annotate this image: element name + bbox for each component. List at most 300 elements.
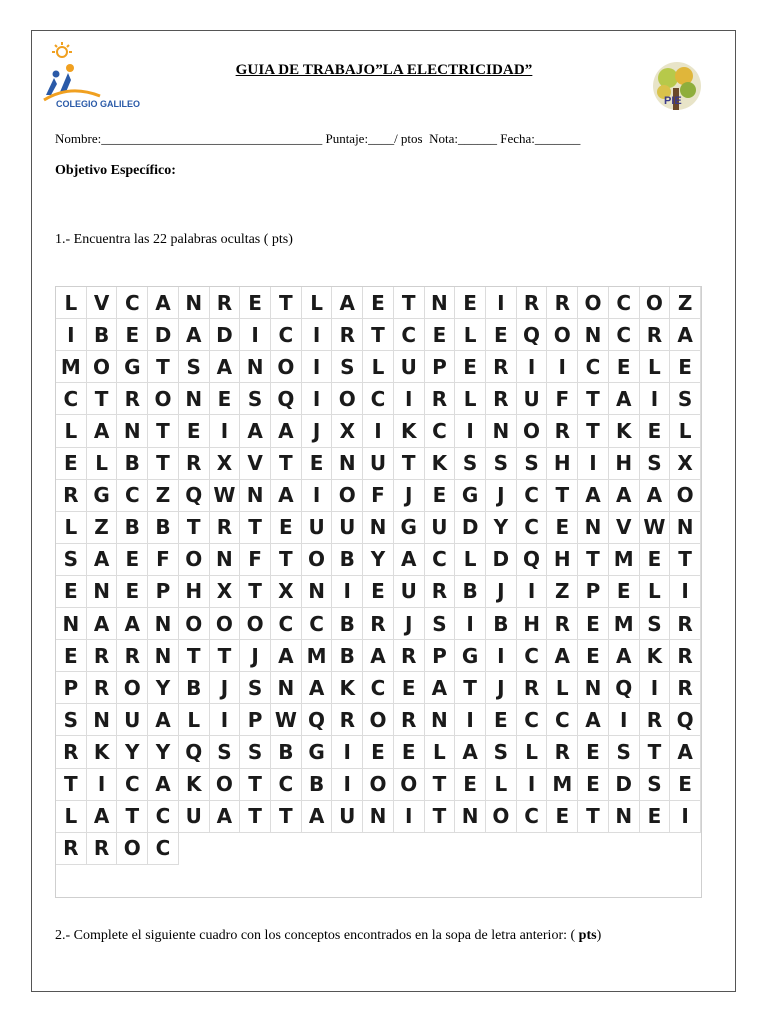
grid-cell: L <box>87 448 118 480</box>
grid-cell: I <box>210 704 241 736</box>
question-2-text: 2.- Complete el siguiente cuadro con los conceptos encontrados en la sopa de letra anterior: ( <box>55 928 576 943</box>
grid-cell: O <box>271 351 302 383</box>
grid-cell: N <box>117 415 148 447</box>
grid-cell: Q <box>179 736 210 768</box>
grid-cell: C <box>363 383 394 415</box>
grid-cell: K <box>640 640 671 672</box>
grid-cell: S <box>609 736 640 768</box>
grid-cell: P <box>240 704 271 736</box>
grid-cell: U <box>363 448 394 480</box>
grid-cell: E <box>455 287 486 319</box>
grid-cell: A <box>148 287 179 319</box>
grid-cell: S <box>56 704 87 736</box>
grid-cell: B <box>332 608 363 640</box>
grid-cell: T <box>179 640 210 672</box>
grid-cell: O <box>363 769 394 801</box>
grid-cell: G <box>455 640 486 672</box>
grid-cell: O <box>640 287 671 319</box>
grid-cell: X <box>210 448 241 480</box>
grid-cell: G <box>87 480 118 512</box>
grid-cell: R <box>517 287 548 319</box>
grid-cell: K <box>179 769 210 801</box>
grid-cell: H <box>179 576 210 608</box>
grid-cell: C <box>425 415 456 447</box>
grid-cell: S <box>240 736 271 768</box>
grid-cell: R <box>394 640 425 672</box>
grid-cell: I <box>640 672 671 704</box>
grid-cell: S <box>640 608 671 640</box>
grid-cell: P <box>578 576 609 608</box>
grid-cell: T <box>394 448 425 480</box>
grid-cell: R <box>210 287 241 319</box>
grid-cell: P <box>425 640 456 672</box>
grid-cell: V <box>609 512 640 544</box>
grid-cell: L <box>56 287 87 319</box>
grid-cell: Q <box>179 480 210 512</box>
grid-cell: A <box>547 640 578 672</box>
grid-cell: E <box>486 319 517 351</box>
grid-cell: I <box>394 383 425 415</box>
grid-cell: L <box>640 576 671 608</box>
grid-cell: E <box>271 512 302 544</box>
objective-heading: Objetivo Específico: <box>55 163 176 178</box>
grid-cell: C <box>517 801 548 833</box>
grid-cell: T <box>87 383 118 415</box>
grid-cell: O <box>179 608 210 640</box>
grid-cell: M <box>302 640 333 672</box>
grid-cell: L <box>56 415 87 447</box>
grid-cell: E <box>578 640 609 672</box>
pie-label: PIE <box>664 95 682 107</box>
grid-cell: C <box>609 287 640 319</box>
grid-cell: A <box>117 608 148 640</box>
grid-cell: B <box>271 736 302 768</box>
grid-cell: O <box>117 672 148 704</box>
grid-cell: I <box>332 736 363 768</box>
grid-cell: E <box>240 287 271 319</box>
grid-cell: I <box>609 704 640 736</box>
grid-cell: Q <box>609 672 640 704</box>
grid-cell: R <box>670 672 701 704</box>
grid-cell: L <box>455 383 486 415</box>
grid-cell: A <box>578 704 609 736</box>
grid-cell: K <box>87 736 118 768</box>
grid-cell: Q <box>302 704 333 736</box>
grid-cell: G <box>394 512 425 544</box>
grid-cell: R <box>425 383 456 415</box>
grid-cell: I <box>56 319 87 351</box>
grid-cell: A <box>609 383 640 415</box>
grid-cell: E <box>486 704 517 736</box>
grid-cell: W <box>271 704 302 736</box>
grid-cell: S <box>640 769 671 801</box>
grid-cell: C <box>609 319 640 351</box>
grid-cell: J <box>486 576 517 608</box>
grid-cell: S <box>670 383 701 415</box>
grid-cell: A <box>87 415 118 447</box>
grid-cell: W <box>210 480 241 512</box>
grid-cell: C <box>271 769 302 801</box>
grid-cell: T <box>148 448 179 480</box>
grid-cell: T <box>578 383 609 415</box>
grid-cell: T <box>271 544 302 576</box>
grid-cell: T <box>240 512 271 544</box>
grid-cell: T <box>394 287 425 319</box>
grid-cell: N <box>578 512 609 544</box>
grid-cell: E <box>578 736 609 768</box>
grid-cell: R <box>117 383 148 415</box>
grid-cell: R <box>425 576 456 608</box>
grid-cell: T <box>210 640 241 672</box>
grid-cell: A <box>302 801 333 833</box>
grid-cell: I <box>640 383 671 415</box>
grid-cell: F <box>547 383 578 415</box>
grid-cell: V <box>87 287 118 319</box>
grid-cell: D <box>486 544 517 576</box>
grid-cell: N <box>179 287 210 319</box>
grid-cell: T <box>425 801 456 833</box>
grid-cell: U <box>302 512 333 544</box>
grid-cell: A <box>87 608 118 640</box>
grid-cell: T <box>578 415 609 447</box>
grid-cell: A <box>609 640 640 672</box>
grid-cell: S <box>210 736 241 768</box>
grid-cell: I <box>486 640 517 672</box>
grid-cell: T <box>578 801 609 833</box>
grid-cell: A <box>271 480 302 512</box>
grid-cell: S <box>486 448 517 480</box>
grid-cell: C <box>148 801 179 833</box>
grid-cell: N <box>486 415 517 447</box>
grid-cell: A <box>578 480 609 512</box>
grid-cell: Y <box>486 512 517 544</box>
grid-cell: N <box>455 801 486 833</box>
grid-cell: T <box>240 801 271 833</box>
grid-cell: Y <box>148 672 179 704</box>
grid-cell: I <box>394 801 425 833</box>
grid-cell: T <box>240 576 271 608</box>
grid-cell: C <box>578 351 609 383</box>
grid-cell: I <box>302 480 333 512</box>
grid-cell: R <box>87 833 118 865</box>
grid-cell: L <box>363 351 394 383</box>
grid-cell: Q <box>517 544 548 576</box>
grid-cell: E <box>302 448 333 480</box>
grid-cell: A <box>87 544 118 576</box>
grid-cell: I <box>455 608 486 640</box>
grid-cell: L <box>56 512 87 544</box>
grid-cell: S <box>455 448 486 480</box>
grid-cell: B <box>455 576 486 608</box>
grid-cell: A <box>271 640 302 672</box>
grid-cell: O <box>302 544 333 576</box>
grid-cell: H <box>517 608 548 640</box>
grid-cell: B <box>179 672 210 704</box>
grid-cell: C <box>517 512 548 544</box>
grid-cell: X <box>332 415 363 447</box>
grid-cell: A <box>271 415 302 447</box>
grid-cell: R <box>640 319 671 351</box>
grid-cell: E <box>210 383 241 415</box>
grid-cell: N <box>240 480 271 512</box>
grid-cell: A <box>363 640 394 672</box>
grid-cell: K <box>332 672 363 704</box>
grid-cell: K <box>394 415 425 447</box>
grid-cell: O <box>517 415 548 447</box>
grid-cell: R <box>56 833 87 865</box>
grid-cell: A <box>302 672 333 704</box>
grid-cell: R <box>117 640 148 672</box>
grid-cell: A <box>670 319 701 351</box>
grid-cell: E <box>363 736 394 768</box>
grid-cell: Z <box>547 576 578 608</box>
grid-cell: C <box>517 480 548 512</box>
grid-cell: E <box>56 576 87 608</box>
grid-cell: O <box>240 608 271 640</box>
grid-cell: T <box>179 512 210 544</box>
grid-cell: C <box>363 672 394 704</box>
grid-cell: I <box>670 576 701 608</box>
grid-cell: R <box>670 640 701 672</box>
grid-cell: G <box>455 480 486 512</box>
grid-cell: M <box>609 608 640 640</box>
grid-cell: M <box>56 351 87 383</box>
grid-cell: R <box>547 287 578 319</box>
grid-cell: L <box>486 769 517 801</box>
grid-cell: E <box>670 351 701 383</box>
grid-cell: R <box>517 672 548 704</box>
grid-cell: O <box>148 383 179 415</box>
grid-cell: J <box>240 640 271 672</box>
grid-cell: D <box>455 512 486 544</box>
grid-cell: C <box>117 480 148 512</box>
grid-cell: J <box>486 480 517 512</box>
grid-cell: S <box>486 736 517 768</box>
grid-cell: J <box>486 672 517 704</box>
grid-cell: J <box>210 672 241 704</box>
grid-cell: H <box>547 448 578 480</box>
grid-cell: A <box>609 480 640 512</box>
grid-cell: A <box>670 736 701 768</box>
grid-cell: B <box>302 769 333 801</box>
grid-cell: P <box>425 351 456 383</box>
grid-cell: T <box>547 480 578 512</box>
grid-cell: E <box>547 801 578 833</box>
grid-cell: L <box>179 704 210 736</box>
grid-cell: T <box>363 319 394 351</box>
grid-cell: O <box>210 608 241 640</box>
sun-icon <box>52 42 72 57</box>
grid-cell: S <box>56 544 87 576</box>
grid-cell: O <box>210 769 241 801</box>
grid-cell: V <box>240 448 271 480</box>
grid-cell: N <box>179 383 210 415</box>
grid-cell: P <box>148 576 179 608</box>
grid-cell: I <box>455 415 486 447</box>
grid-cell: N <box>425 287 456 319</box>
grid-cell: N <box>148 640 179 672</box>
grid-cell: U <box>117 704 148 736</box>
student-info-line: Nombre:__________________________________ Puntaje:____/ ptos Nota:______ Fecha:_______ <box>55 131 581 146</box>
grid-cell: A <box>210 801 241 833</box>
grid-cell: R <box>332 319 363 351</box>
grid-cell: E <box>117 576 148 608</box>
grid-cell: Q <box>517 319 548 351</box>
grid-cell: Y <box>117 736 148 768</box>
grid-cell: I <box>332 576 363 608</box>
grid-cell: A <box>179 319 210 351</box>
grid-cell: E <box>56 640 87 672</box>
grid-cell: B <box>87 319 118 351</box>
grid-cell: O <box>394 769 425 801</box>
grid-cell: F <box>240 544 271 576</box>
grid-cell: M <box>609 544 640 576</box>
grid-cell: R <box>670 608 701 640</box>
grid-cell: T <box>578 544 609 576</box>
grid-cell: I <box>517 576 548 608</box>
grid-cell: T <box>240 769 271 801</box>
grid-cell: N <box>240 351 271 383</box>
grid-cell: N <box>578 672 609 704</box>
grid-cell: O <box>363 704 394 736</box>
grid-cell: A <box>332 287 363 319</box>
grid-cell: X <box>670 448 701 480</box>
grid-cell: I <box>455 704 486 736</box>
grid-cell: U <box>517 383 548 415</box>
grid-cell: B <box>332 544 363 576</box>
grid-cell: E <box>394 736 425 768</box>
grid-cell: O <box>547 319 578 351</box>
question-2 <box>55 925 695 946</box>
grid-cell: H <box>547 544 578 576</box>
grid-cell: C <box>425 544 456 576</box>
grid-cell: C <box>302 608 333 640</box>
grid-cell: Q <box>271 383 302 415</box>
grid-cell: I <box>332 769 363 801</box>
grid-cell: J <box>302 415 333 447</box>
grid-cell: S <box>332 351 363 383</box>
grid-cell: R <box>547 415 578 447</box>
question-1: 1.- Encuentra las 22 palabras ocultas ( pts) <box>55 232 293 247</box>
grid-cell: N <box>87 704 118 736</box>
grid-cell: J <box>394 480 425 512</box>
grid-cell: C <box>547 704 578 736</box>
grid-cell: Y <box>363 544 394 576</box>
grid-cell: Z <box>148 480 179 512</box>
grid-cell: N <box>210 544 241 576</box>
grid-cell: O <box>670 480 701 512</box>
grid-cell: E <box>56 448 87 480</box>
grid-cell: T <box>670 544 701 576</box>
grid-cell: U <box>425 512 456 544</box>
grid-cell: N <box>670 512 701 544</box>
grid-cell: C <box>117 287 148 319</box>
grid-cell: E <box>425 319 456 351</box>
grid-cell: N <box>363 512 394 544</box>
grid-cell: M <box>547 769 578 801</box>
grid-cell: I <box>486 287 517 319</box>
grid-cell: T <box>271 287 302 319</box>
grid-cell: U <box>332 801 363 833</box>
grid-cell: O <box>179 544 210 576</box>
grid-cell: W <box>640 512 671 544</box>
grid-cell: R <box>210 512 241 544</box>
grid-cell: R <box>640 704 671 736</box>
grid-cell: A <box>210 351 241 383</box>
grid-cell: U <box>394 351 425 383</box>
grid-cell: T <box>148 415 179 447</box>
grid-cell: A <box>394 544 425 576</box>
grid-cell: R <box>486 383 517 415</box>
grid-cell: O <box>486 801 517 833</box>
grid-cell: O <box>117 833 148 865</box>
grid-cell: C <box>56 383 87 415</box>
grid-cell: R <box>486 351 517 383</box>
grid-cell: N <box>332 448 363 480</box>
grid-cell: N <box>578 319 609 351</box>
grid-cell: I <box>363 415 394 447</box>
grid-cell: C <box>271 319 302 351</box>
grid-cell: G <box>302 736 333 768</box>
grid-cell: E <box>640 415 671 447</box>
grid-cell: L <box>517 736 548 768</box>
grid-cell: N <box>425 704 456 736</box>
grid-cell: I <box>240 319 271 351</box>
school-name: COLEGIO GALILEO <box>56 99 141 109</box>
grid-cell: S <box>640 448 671 480</box>
grid-cell: S <box>517 448 548 480</box>
grid-cell: X <box>271 576 302 608</box>
grid-cell: E <box>363 287 394 319</box>
grid-cell: R <box>87 672 118 704</box>
grid-cell: E <box>609 351 640 383</box>
grid-cell: E <box>609 576 640 608</box>
grid-cell: J <box>394 608 425 640</box>
word-search-grid <box>55 286 702 898</box>
grid-cell: I <box>302 319 333 351</box>
grid-cell: L <box>425 736 456 768</box>
grid-cell: A <box>640 480 671 512</box>
grid-cell: Z <box>670 287 701 319</box>
grid-cell: N <box>363 801 394 833</box>
grid-cell: L <box>455 319 486 351</box>
grid-cell: R <box>547 736 578 768</box>
grid-cell: U <box>179 801 210 833</box>
grid-cell: D <box>609 769 640 801</box>
grid-cell: T <box>640 736 671 768</box>
grid-cell: B <box>486 608 517 640</box>
grid-cell: T <box>425 769 456 801</box>
grid-cell: L <box>56 801 87 833</box>
grid-cell: B <box>332 640 363 672</box>
grid-cell: I <box>517 351 548 383</box>
grid-cell: S <box>240 383 271 415</box>
grid-cell: T <box>271 801 302 833</box>
grid-cell: S <box>240 672 271 704</box>
grid-cell: O <box>332 480 363 512</box>
grid-cell: I <box>547 351 578 383</box>
grid-cell: A <box>148 704 179 736</box>
grid-cell: A <box>148 769 179 801</box>
grid-cell: Q <box>670 704 701 736</box>
grid-cell: E <box>117 544 148 576</box>
grid-cell: E <box>455 769 486 801</box>
grid-cell: G <box>117 351 148 383</box>
grid-cell: L <box>670 415 701 447</box>
grid-cell: N <box>302 576 333 608</box>
grid-cell: E <box>547 512 578 544</box>
grid-cell: E <box>179 415 210 447</box>
